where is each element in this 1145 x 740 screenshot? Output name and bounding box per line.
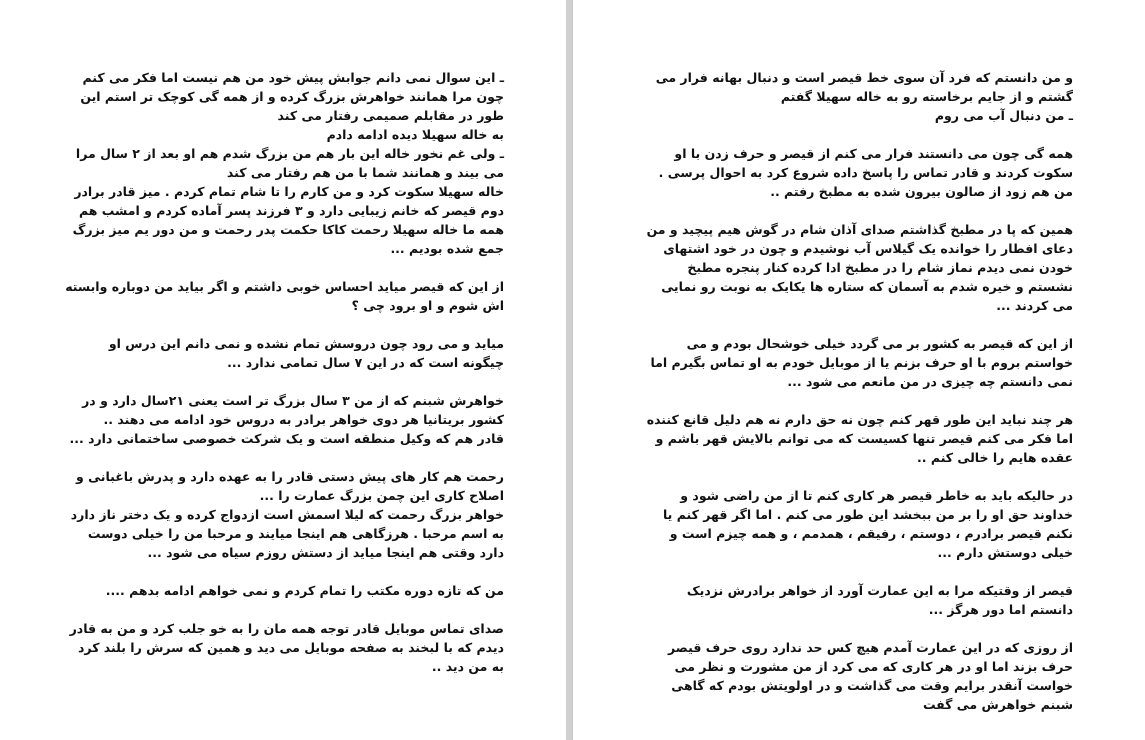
paragraph: صدای تماس موبایل قادر توجه همه مان را به خو جلب کرد و من به قادر دیدم که با لبخند به صفحه موبایل می دید و همین که سرش را بلند کرد به من دید .. (69, 621, 504, 674)
paragraph: همین که پا در مطبخ گذاشتم صدای آذان شام در گوش هیم پیچید و من دعای افطار را خوانده یک گیلاس آب نوشیدم و چون در خود اشتهای خودن نمی دیدم نماز شام را در مطبخ ادا کرده کنار پنجره مطبخ نشستم و خیره شدم به آسمان که ستاره ها یکایک به نوبت رو نمایی می کردند ... (646, 222, 1073, 313)
paragraph: به خاله سهیلا دیده ادامه دادم (326, 127, 504, 142)
paragraph: خواهرش شبنم که از من ۳ سال بزرگ تر است یعنی ۲۱سال دارد و در کشور بریتانیا هر دوی خواهر برادر به دروس خود ادامه می دهند .. (82, 393, 504, 427)
paragraph: و من دانستم که فرد آن سوی خط قیصر است و دنبال بهانه فرار می گشتم و از جایم برخاسته رو به خاله سهیلا گفتم (655, 70, 1073, 104)
paragraph: از این که قیصر میاید احساس خوبی داشتم و اگر بیاید من دوباره وابسته اش شوم و او برود چی ؟ (65, 279, 504, 313)
paragraph: از این که قیصر به کشور بر می گردد خیلی خوشحال بودم و می خواستم بروم با او حرف بزنم یا از موبایل خودم به او تماس بگیرم اما نمی دانستم چه چیزی در من مانعم می شود ... (650, 336, 1073, 389)
paragraph: قیصر از وقتیکه مرا به این عمارت آورد از خواهر برادرش نزدیک دانستم اما دور هرگز ... (686, 583, 1073, 617)
paragraph: ـ من دنبال آب می روم (934, 108, 1073, 123)
paragraph: قادر هم که وکیل منطقه است و یک شرکت خصوصی ساختمانی دارد ... (69, 431, 504, 446)
paragraph: رحمت هم کار های پیش دستی قادر را به عهده دارد و پدرش باغبانی و اصلاح کاری این چمن بزرگ عمارت را ... (75, 469, 504, 503)
paragraph: خاله سهیلا سکوت کرد و من کارم را تا شام تمام کردم . میز قادر برادر دوم قیصر که خانم زیبایی دارد و ۳ فرزند پسر آماده کردم و امشب هم همه ما خاله سهیلا رحمت کاکا حکمت پدر رحمت و من دور یم میز بزرگ جمع شده بودیم ... (72, 184, 504, 256)
paragraph: ـ ولی غم نخور خاله این بار هم من بزرگ شدم هم او بعد از ۲ سال مرا می بیند و همانند شما با من هم رفتار می کند (75, 146, 504, 180)
paragraph: خواهر بزرگ رحمت که لیلا اسمش است ازدواج کرده و یک دختر ناز دارد به اسم مرحبا . هرزگاهی هم اینجا میایند و مرحبا من را خیلی دوست دارد وقتی هم اینجا میاید از دستش روزم سیاه می شود ... (70, 507, 504, 560)
paragraph: ـ این سوال نمی دانم جوابش پیش خود من هم نیست اما فکر می کنم چون مرا همانند خواهرش بزرگ کرده و از همه گی کوچک تر استم این طور در مقابلم صمیمی رفتار می کند (80, 70, 504, 123)
paragraph: از روزی که در این عمارت آمدم هیچ کس حد ندارد روی حرف قیصر حرف بزند اما او در هر کاری که می کرد از من مشورت و نظر می خواست آنقدر برایم وقت می گذاشت و در اولویتش بودم که گاهی شبنم خواهرش می گفت (668, 640, 1073, 712)
paragraph: میاید و می رود چون دروسش تمام نشده و نمی دانم این درس او چیگونه است که در این ۷ سال تمامی ندارد ... (108, 336, 504, 370)
right-page-text-column (640, 68, 1073, 733)
left-page-text-column (64, 68, 504, 695)
paragraph: در حالیکه باید به خاطر قیصر هر کاری کنم تا از من راضی شود و خداوند حق او را بر من ببخشد این طور می کنم . اما اگر قهر کنم یا نکنم قیصر برادرم ، دوستم ، رفیقم ، همدمم ، و همه چیزم است و خیلی دوستش دارم ... (662, 488, 1073, 560)
paragraph: من که تازه دوره مکتب را تمام کردم و نمی خواهم ادامه بدهم .... (105, 583, 504, 598)
paragraph: همه گی چون می دانستند فرار می کنم از قیصر و حرف زدن با او سکوت کردند و قادر تماس را پاسخ داده شروع کرد به احوال پرسی . من هم زود از صالون بیرون شده به مطبخ رفتم .. (658, 146, 1073, 199)
left-page (0, 0, 566, 740)
right-page (572, 0, 1145, 740)
paragraph: هر چند نباید این طور قهر کنم چون نه حق دارم نه هم دلیل قانع کننده اما فکر می کنم قیصر تنها کسیست که می توانم بالایش قهر باشم و عقده هایم را خالی کنم .. (646, 412, 1073, 465)
